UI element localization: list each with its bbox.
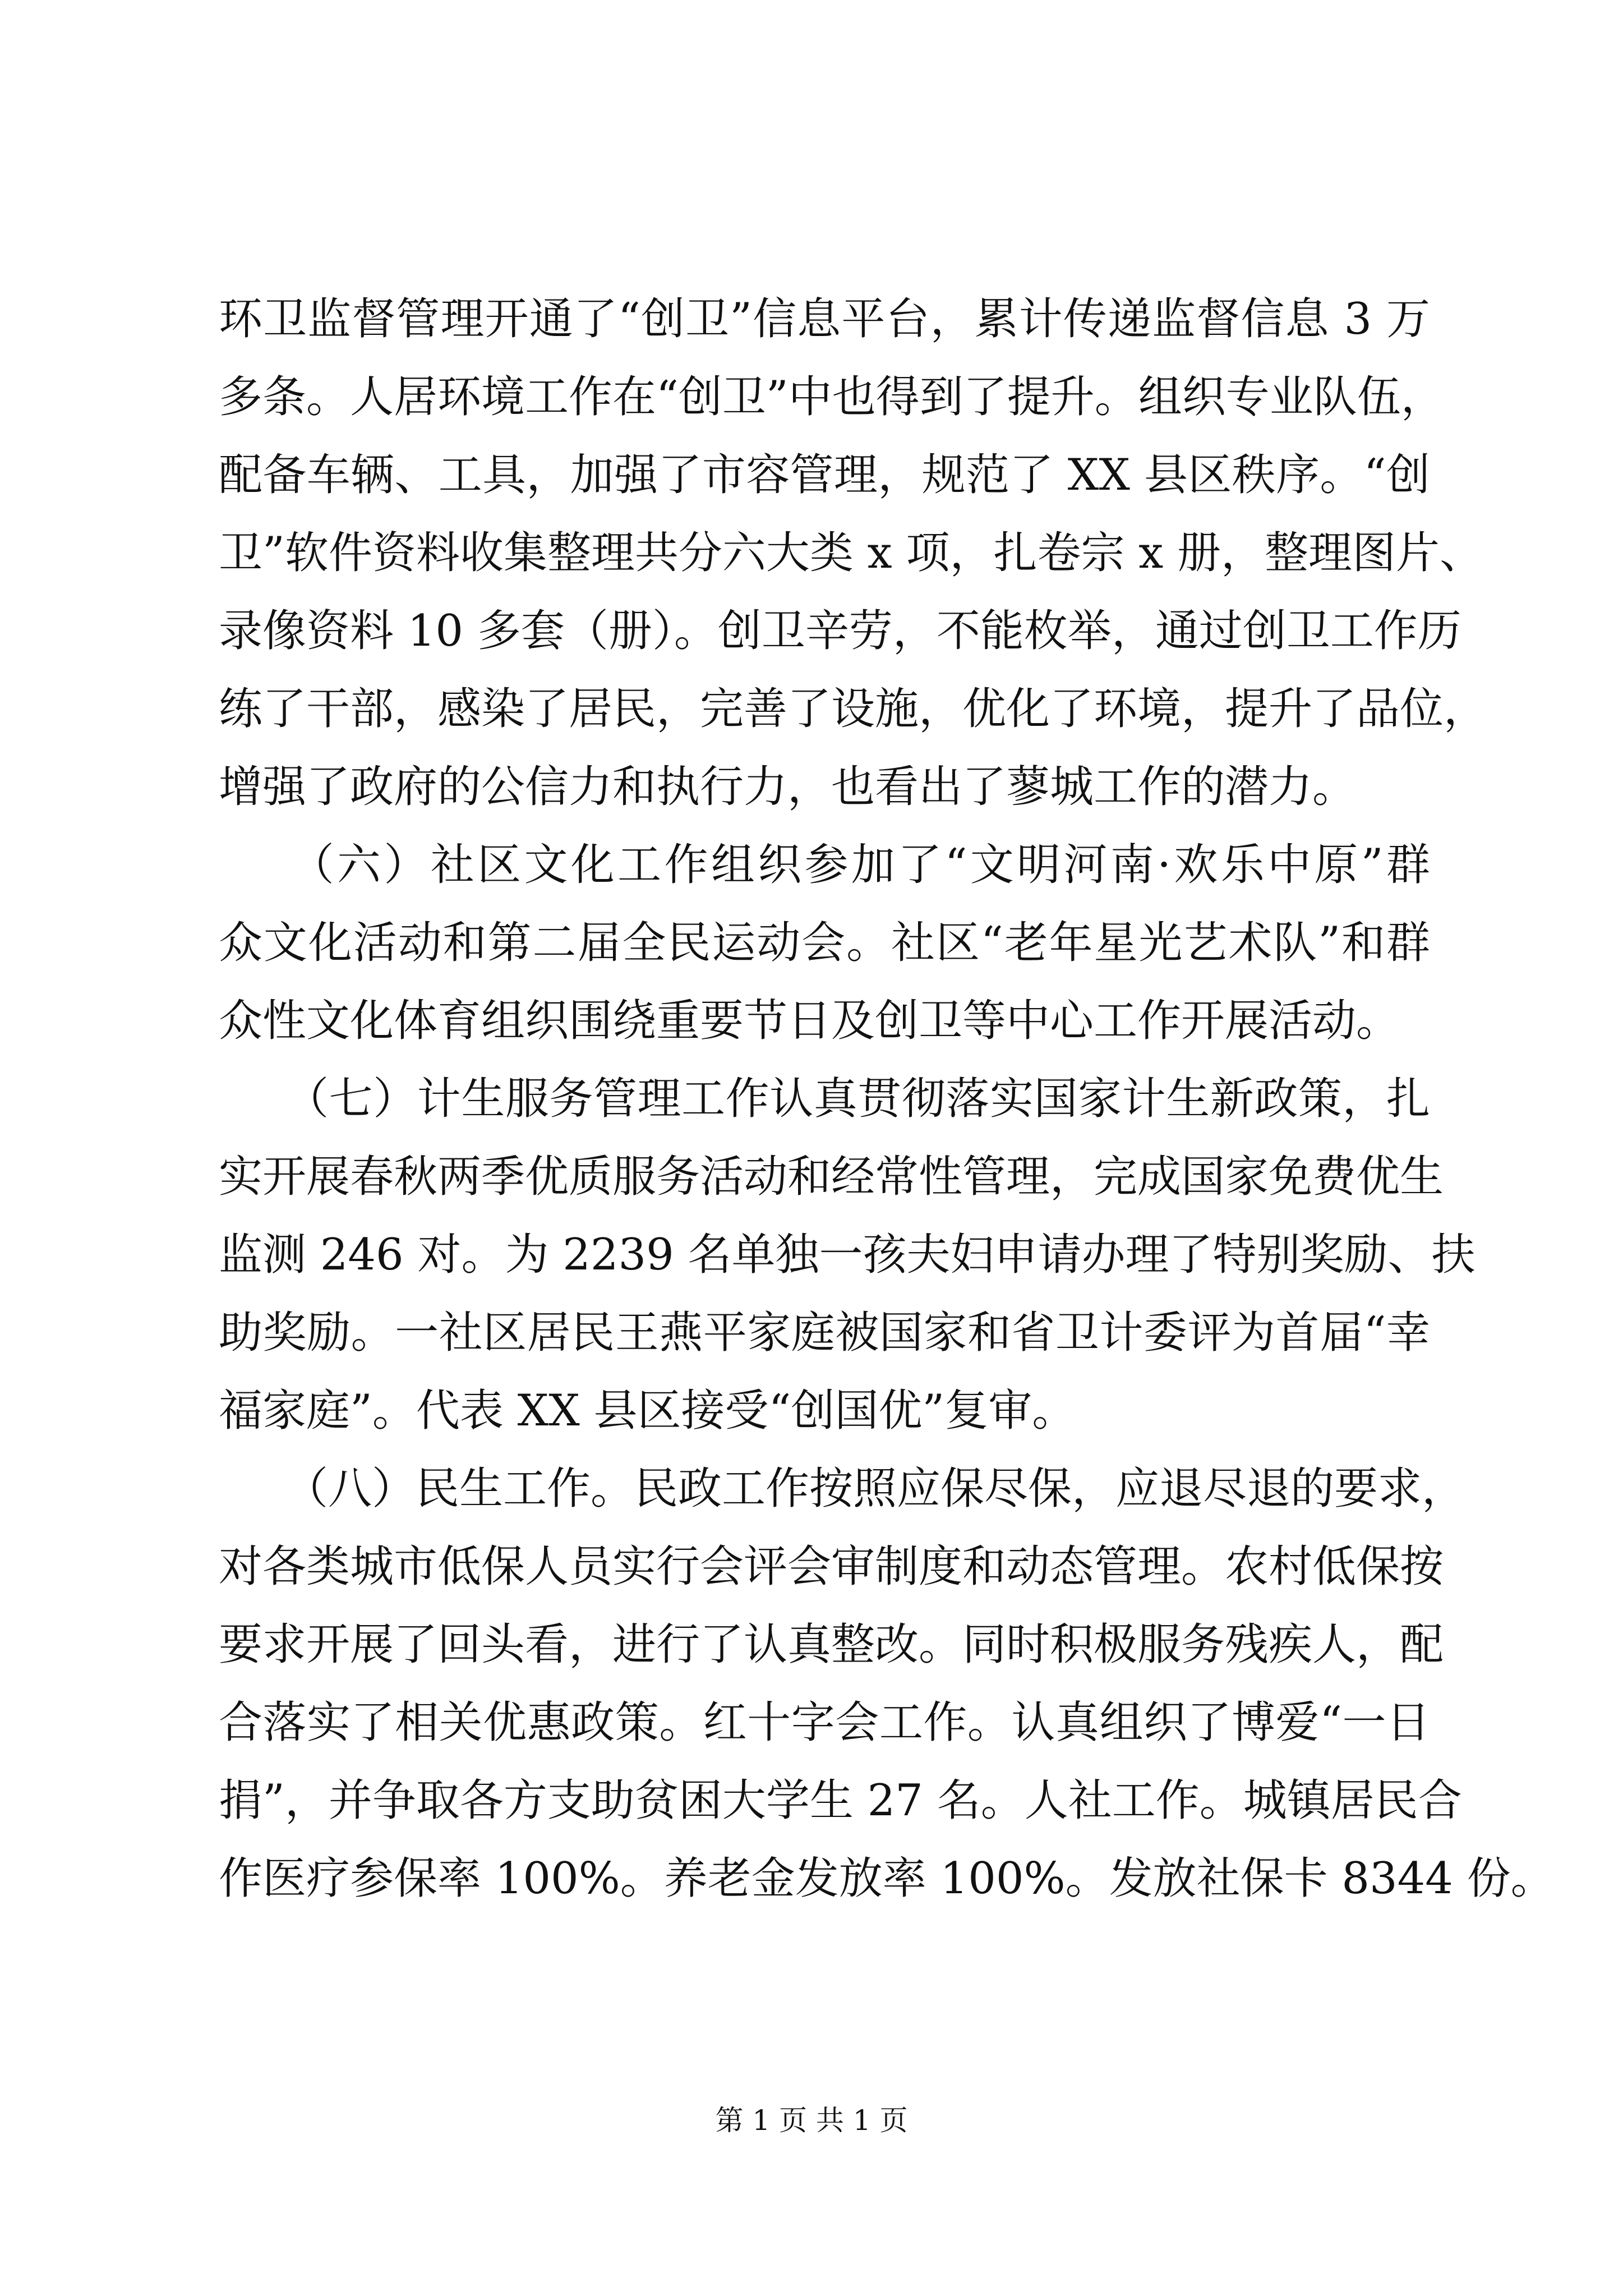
page-footer: 第 1 页 共 1 页 [715, 2104, 908, 2137]
document-body [219, 280, 1555, 1918]
text-line-15: 福家庭”。代表 XX 县区接受“创国优”复审。 [219, 1386, 1076, 1436]
text-line-7: 增强了政府的公信力和执行力，也看出了蓼城工作的潜力。 [219, 762, 1357, 812]
text-line-11: （七）计生服务管理工作认真贯彻落实国家计生新政策，扎 [219, 1074, 1430, 1124]
text-line-2: 多条。人居环境工作在“创卫”中也得到了提升。组织专业队伍， [219, 372, 1445, 422]
text-line-21: 作医疗参保率 100%。养老金发放率 100%。发放社保卡 8344 份。 [219, 1853, 1555, 1904]
text-line-19: 合落实了相关优惠政策。红十字会工作。认真组织了博爱“一日 [219, 1697, 1430, 1748]
text-line-4: 卫”软件资料收集整理共分六大类 x 项，扎卷宗 x 册，整理图片、 [219, 528, 1484, 578]
text-line-8: （六）社区文化工作组织参加了“文明河南·欢乐中原”群 [219, 840, 1430, 890]
text-line-14: 助奖励。一社区居民王燕平家庭被国家和省卫计委评为首届“幸 [219, 1308, 1430, 1358]
text-line-13: 监测 246 对。为 2239 名单独一孩夫妇申请办理了特别奖励、扶 [219, 1230, 1476, 1280]
text-line-1: 环卫监督管理开通了“创卫”信息平台，累计传递监督信息 3 万 [219, 294, 1430, 344]
text-line-18: 要求开展了回头看，进行了认真整改。同时积极服务残疾人，配 [219, 1619, 1444, 1670]
text-line-17: 对各类城市低保人员实行会评会审制度和动态管理。农村低保按 [219, 1542, 1444, 1592]
text-line-10: 众性文化体育组织围绕重要节日及创卫等中心工作开展活动。 [219, 996, 1400, 1046]
text-line-5: 录像资料 10 多套（册）。创卫辛劳，不能枚举，通过创卫工作历 [219, 606, 1461, 656]
text-line-9: 众文化活动和第二届全民运动会。社区“老年星光艺术队”和群 [219, 918, 1430, 968]
text-line-12: 实开展春秋两季优质服务活动和经常性管理，完成国家免费优生 [219, 1152, 1444, 1202]
text-line-16: （八）民生工作。民政工作按照应保尽保，应退尽退的要求， [219, 1464, 1466, 1514]
text-line-3: 配备车辆、工具，加强了市容管理，规范了 XX 县区秩序。“创 [219, 450, 1430, 500]
text-line-6: 练了干部，感染了居民，完善了设施，优化了环境，提升了品位， [219, 684, 1488, 734]
text-line-20: 捐”，并争取各方支助贫困大学生 27 名。人社工作。城镇居民合 [219, 1775, 1462, 1826]
